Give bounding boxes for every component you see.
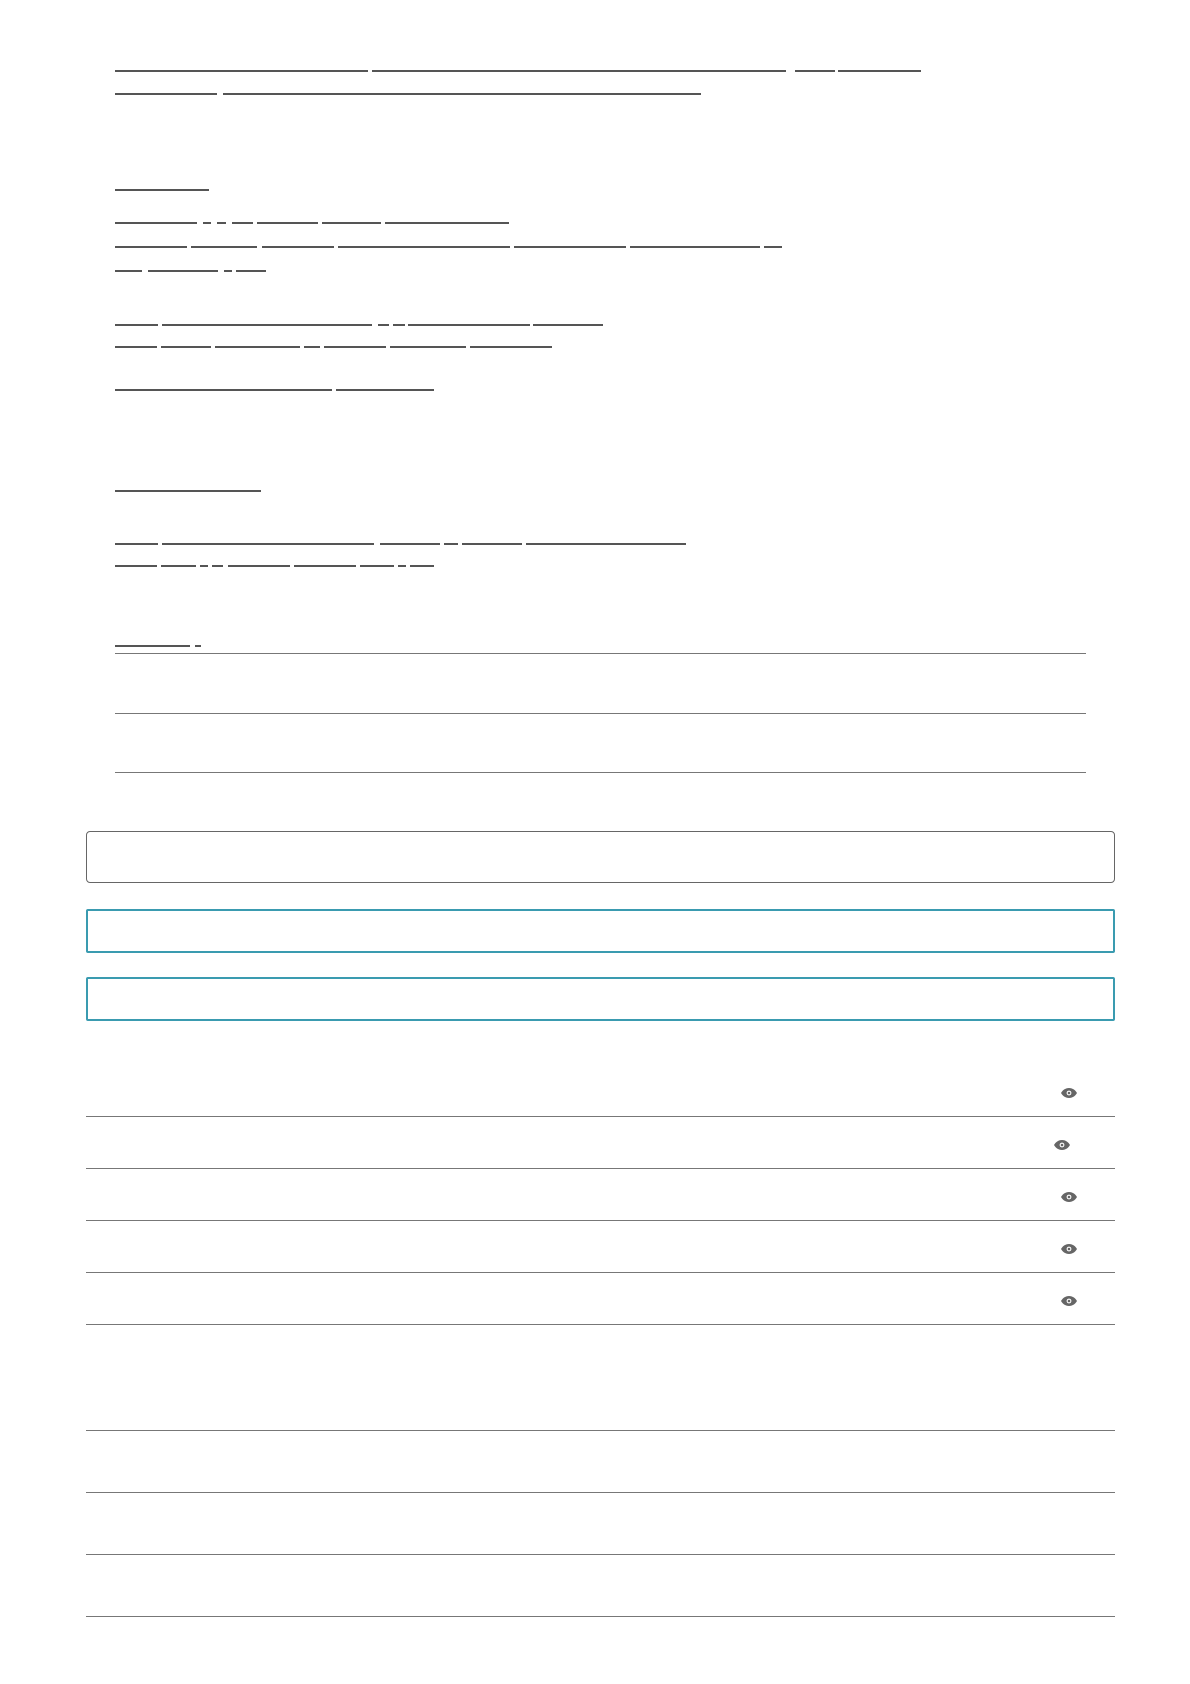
redacted-text-line	[393, 324, 405, 326]
redacted-text-line	[304, 346, 320, 348]
redacted-text-line	[217, 222, 226, 224]
redacted-text-line	[115, 565, 157, 567]
redacted-text-line	[115, 246, 187, 248]
list-item[interactable]	[86, 1221, 1115, 1273]
redacted-text-line	[372, 70, 786, 72]
redacted-text-line	[385, 222, 509, 224]
redacted-text-line	[257, 222, 318, 224]
info-box	[86, 831, 1115, 883]
redacted-text-line	[115, 324, 158, 326]
redacted-text-line	[324, 346, 386, 348]
redacted-text-line	[115, 645, 190, 647]
redacted-text-line	[212, 565, 223, 567]
eye-icon[interactable]	[1061, 1296, 1077, 1306]
redacted-text-line	[380, 543, 440, 545]
redacted-text-line	[161, 565, 196, 567]
list-item[interactable]	[86, 1117, 1115, 1169]
redacted-text-line	[526, 543, 686, 545]
redacted-text-line	[470, 346, 552, 348]
table-divider	[115, 772, 1086, 773]
redacted-text-line	[115, 490, 261, 492]
list-item[interactable]	[86, 1273, 1115, 1325]
redacted-text-line	[115, 270, 142, 272]
redacted-text-line	[322, 222, 381, 224]
list-item[interactable]	[86, 1169, 1115, 1221]
redacted-text-line	[462, 543, 522, 545]
redacted-text-line	[162, 543, 374, 545]
redacted-text-line	[203, 222, 211, 224]
callout-panel	[86, 977, 1115, 1021]
redacted-text-line	[336, 389, 434, 391]
redacted-text-line	[224, 270, 232, 272]
redacted-text-line	[294, 565, 356, 567]
redacted-text-line	[444, 543, 458, 545]
redacted-text-line	[236, 270, 266, 272]
redacted-text-line	[390, 346, 466, 348]
redacted-text-line	[360, 565, 394, 567]
eye-icon[interactable]	[1061, 1192, 1077, 1202]
redacted-text-line	[378, 324, 389, 326]
redacted-text-line	[115, 543, 158, 545]
redacted-text-line	[232, 222, 253, 224]
redacted-text-line	[228, 565, 290, 567]
eye-icon[interactable]	[1061, 1088, 1077, 1098]
redacted-text-line	[115, 222, 197, 224]
redacted-text-line	[161, 346, 211, 348]
redacted-text-line	[408, 324, 530, 326]
redacted-text-line	[115, 189, 209, 191]
table-divider	[115, 713, 1086, 714]
redacted-text-line	[338, 246, 510, 248]
redacted-text-line	[215, 346, 300, 348]
table-divider	[86, 1616, 1115, 1617]
redacted-text-line	[148, 270, 218, 272]
redacted-text-line	[195, 645, 201, 647]
redacted-text-line	[200, 565, 208, 567]
redacted-text-line	[398, 565, 406, 567]
redacted-text-line	[795, 70, 835, 72]
eye-icon[interactable]	[1061, 1244, 1077, 1254]
redacted-text-line	[630, 246, 760, 248]
list-divider	[86, 1324, 1115, 1325]
redacted-text-line	[410, 565, 434, 567]
table-divider	[86, 1430, 1115, 1431]
redacted-text-line	[162, 324, 372, 326]
redacted-text-line	[533, 324, 603, 326]
redacted-text-line	[514, 246, 626, 248]
redacted-text-line	[838, 70, 921, 72]
redacted-text-line	[115, 93, 217, 95]
redacted-text-line	[223, 93, 701, 95]
redacted-text-line	[191, 246, 257, 248]
eye-icon[interactable]	[1054, 1140, 1070, 1150]
table-divider	[86, 1492, 1115, 1493]
redacted-text-line	[262, 246, 334, 248]
callout-panel	[86, 909, 1115, 953]
redacted-text-line	[115, 70, 368, 72]
redacted-text-line	[115, 346, 157, 348]
table-divider	[115, 653, 1086, 654]
redacted-text-line	[115, 389, 332, 391]
list-item[interactable]	[86, 1070, 1115, 1116]
redacted-text-line	[764, 246, 782, 248]
table-divider	[86, 1554, 1115, 1555]
